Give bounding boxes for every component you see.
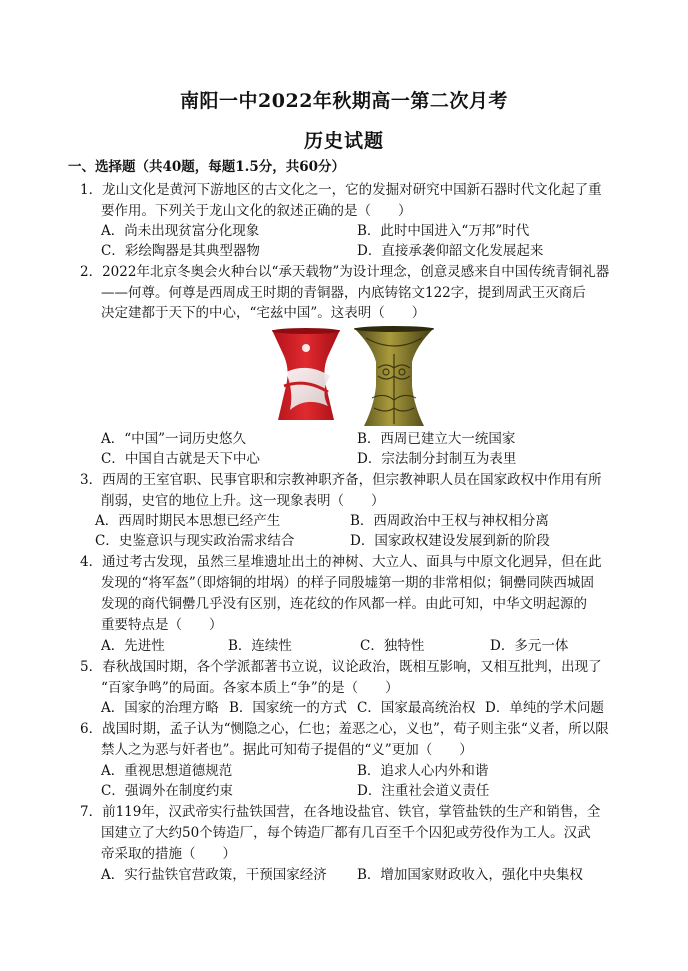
question-2-line-2: ——何尊。何尊是西周成王时期的青铜器，内底铸铭文122字，提到周武王灭商后	[101, 285, 586, 301]
question-4-line-4: 重要特点是（ ）	[101, 617, 223, 633]
question-3-option-a: A．西周时期民本思想已经产生	[95, 513, 281, 529]
question-2-option-c: C．中国自古就是天下中心	[101, 451, 260, 467]
question-7-line-1: 7．前119年，汉武帝实行盐铁国营，在各地设盐官、铁官，掌管盐铁的生产和销售，全	[80, 804, 601, 820]
question-4-line-2: 发现的“将军盔”（即熔铜的坩埚）的样子同殷墟第一期的非常相似；铜罍同陕西城固	[101, 575, 595, 591]
question-4-line-3: 发现的商代铜罍几乎没有区别，连花纹的作风都一样。由此可知，中华文明起源的	[101, 596, 587, 612]
question-7-option-a: A．实行盐铁官营政策，干预国家经济	[101, 867, 327, 883]
question-3-line-1: 3．西周的王室官职、民事官职和宗教神职齐备，但宗教神职人员在国家政权中作用有所	[80, 472, 602, 488]
question-3-line-2: 削弱，史官的地位上升。这一现象表明（ ）	[101, 493, 385, 509]
question-5-line-2: “百家争鸣”的局面。各家本质上“争”的是（ ）	[101, 680, 399, 696]
question-1-option-d: D．直接承袭仰韶文化发展起来	[357, 243, 544, 259]
question-1-line-1: 1．龙山文化是黄河下游地区的古文化之一，它的发掘对研究中国新石器时代文化起了重	[80, 182, 602, 198]
question-4-line-1: 4．通过考古发现，虽然三星堆遗址出土的神树、大立人、面具与中原文化迥异，但在此	[80, 554, 602, 570]
question-6-line-1: 6．战国时期，孟子认为“恻隐之心，仁也；羞恶之心，义也”，荀子则主张“义者，所以限	[80, 721, 609, 737]
question-2-line-3: 决定建都于天下的中心，“宅兹中国”。这表明（ ）	[101, 305, 426, 321]
question-3-option-c: C．史鉴意识与现实政治需求结合	[95, 533, 295, 549]
he-zun-bronze-vessel-image	[352, 324, 436, 430]
question-6-option-c: C．强调外在制度约束	[101, 783, 233, 799]
question-4-option-a: A．先进性	[101, 638, 165, 654]
question-5-option-d: D．单纯的学术问题	[485, 700, 604, 716]
question-3-option-d: D．国家政权建设发展到新的阶段	[350, 533, 550, 549]
section-heading: 一、选择题（共40题，每题1.5分，共60分）	[68, 159, 346, 175]
question-6-option-d: D．注重社会道义责任	[357, 783, 490, 799]
question-6-line-2: 禁人之为恶与奸者也”。据此可知荀子提倡的“义”更加（ ）	[101, 742, 473, 758]
question-2-option-d: D．宗法制分封制互为表里	[357, 451, 517, 467]
question-4-option-c: C．独特性	[360, 638, 425, 654]
question-2-option-b: B．西周已建立大一统国家	[357, 431, 516, 447]
question-1-line-2: 要作用。下列关于龙山文化的叙述正确的是（ ）	[101, 203, 412, 219]
subject-title: 历史试题	[303, 130, 384, 152]
question-6-option-b: B．追求人心内外和谐	[357, 763, 489, 779]
question-6-option-a: A．重视思想道德规范	[101, 763, 233, 779]
question-5-option-a: A．国家的治理方略	[101, 700, 219, 716]
olympic-cauldron-image	[268, 326, 344, 426]
question-1-option-c: C．彩绘陶器是其典型器物	[101, 243, 260, 259]
question-5-line-1: 5．春秋战国时期，各个学派都著书立说，议论政治，既相互影响，又相互批判，出现了	[80, 659, 602, 675]
question-5-option-b: B．国家统一的方式	[229, 700, 347, 716]
question-3-option-b: B．西周政治中王权与神权相分离	[350, 513, 549, 529]
question-7-line-2: 国建立了大约50个铸造厂，每个铸造厂都有几百至千个囚犯或劳役作为工人。汉武	[101, 825, 591, 841]
question-2-option-a: A．“中国”一词历史悠久	[101, 431, 247, 447]
question-1-option-a: A．尚未出现贫富分化现象	[101, 223, 260, 239]
question-7-line-3: 帝采取的措施（ ）	[101, 846, 236, 862]
question-2-line-1: 2．2022年北京冬奥会火种台以“承天载物”为设计理念，创意灵感来自中国传统青铜礼器	[80, 264, 610, 280]
question-4-option-b: B．连续性	[228, 638, 292, 654]
question-5-option-c: C．国家最高统治权	[357, 700, 476, 716]
exam-title: 南阳一中2022年秋期高一第二次月考	[180, 90, 508, 112]
question-1-option-b: B．此时中国进入“万邦”时代	[357, 223, 530, 239]
question-7-option-b: B．增加国家财政收入，强化中央集权	[357, 867, 583, 883]
question-4-option-d: D．多元一体	[490, 638, 569, 654]
